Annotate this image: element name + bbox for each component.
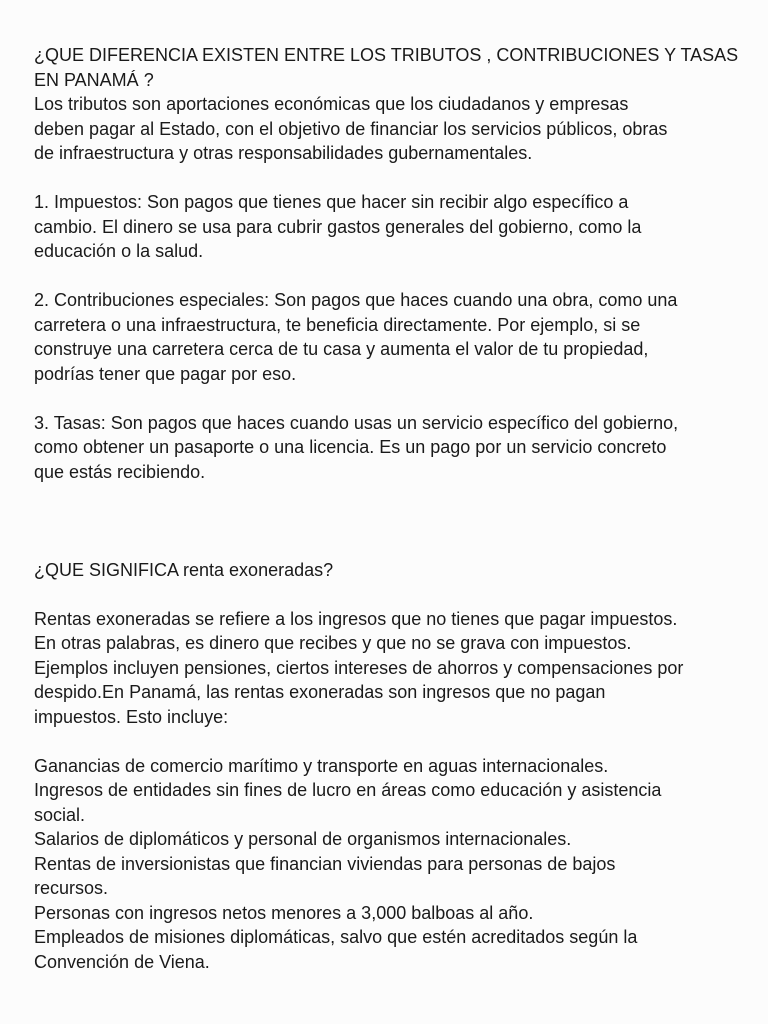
paragraph-line: Ejemplos incluyen pensiones, ciertos intereses de ahorros y compensaciones por: [34, 657, 684, 678]
section-tributos: [34, 43, 748, 484]
paragraph-line: Los tributos son aportaciones económicas que los ciudadanos y empresas: [34, 94, 629, 114]
paragraph-line: impuestos. Esto incluye:: [34, 706, 229, 727]
heading-line: ¿QUE SIGNIFICA renta exoneradas?: [34, 559, 334, 580]
list-item-line: Empleados de misiones diplomáticas, salvo que estén acreditados según la: [34, 927, 638, 947]
paragraph-line: despido.En Panamá, las rentas exoneradas son ingresos que no pagan: [34, 682, 606, 702]
paragraph-line: podrías tener que pagar por eso.: [34, 363, 297, 384]
contribuciones-paragraph: [34, 288, 748, 386]
question-heading-tributos: [34, 43, 748, 92]
paragraph-line: Rentas exoneradas se refiere a los ingresos que no tienes que pagar impuestos.: [34, 608, 678, 629]
paragraph-line: que estás recibiendo.: [34, 461, 206, 482]
intro-paragraph: [34, 92, 748, 166]
list-item-line: social.: [34, 804, 86, 825]
list-item-line: Personas con ingresos netos menores a 3,000 balboas al año.: [34, 902, 534, 923]
paragraph-line: 3. Tasas: Son pagos que haces cuando usas un servicio específico del gobierno,: [34, 412, 679, 433]
paragraph-line: de infraestructura y otras responsabilidades gubernamentales.: [34, 143, 533, 163]
heading-line: ¿QUE DIFERENCIA EXISTEN ENTRE LOS TRIBUTOS , CONTRIBUCIONES Y TASAS: [34, 45, 739, 65]
definition-paragraph: [34, 607, 748, 730]
exempt-income-list: [34, 754, 748, 975]
list-item-line: Convención de Viena.: [34, 951, 210, 972]
paragraph-line: En otras palabras, es dinero que recibes y que no se grava con impuestos.: [34, 633, 632, 653]
paragraph-line: educación o la salud.: [34, 241, 204, 261]
section-rentas-exoneradas: [34, 558, 748, 975]
list-item-line: Ingresos de entidades sin fines de lucro en áreas como educación y asistencia: [34, 780, 662, 800]
paragraph-line: deben pagar al Estado, con el objetivo de financiar los servicios públicos, obras: [34, 118, 668, 139]
impuestos-paragraph: [34, 190, 748, 264]
paragraph-line: construye una carretera cerca de tu casa y aumenta el valor de tu propiedad,: [34, 339, 649, 359]
list-item-line: recursos.: [34, 878, 109, 898]
list-item-line: Rentas de inversionistas que financian viviendas para personas de bajos: [34, 853, 616, 874]
paragraph-line: 2. Contribuciones especiales: Son pagos que haces cuando una obra, como una: [34, 290, 678, 310]
paragraph-line: 1. Impuestos: Son pagos que tienes que hacer sin recibir algo específico a: [34, 192, 629, 212]
list-item-line: Salarios de diplomáticos y personal de organismos internacionales.: [34, 829, 572, 849]
paragraph-line: cambio. El dinero se usa para cubrir gastos generales del gobierno, como la: [34, 216, 642, 237]
paragraph-line: como obtener un pasaporte o una licencia. Es un pago por un servicio concreto: [34, 437, 667, 457]
question-heading-rentas: [34, 558, 748, 583]
heading-line: EN PANAMÁ ?: [34, 69, 154, 90]
list-item-line: Ganancias de comercio marítimo y transporte en aguas internacionales.: [34, 755, 609, 776]
paragraph-line: carretera o una infraestructura, te beneficia directamente. Por ejemplo, si se: [34, 314, 641, 335]
tasas-paragraph: [34, 411, 748, 485]
